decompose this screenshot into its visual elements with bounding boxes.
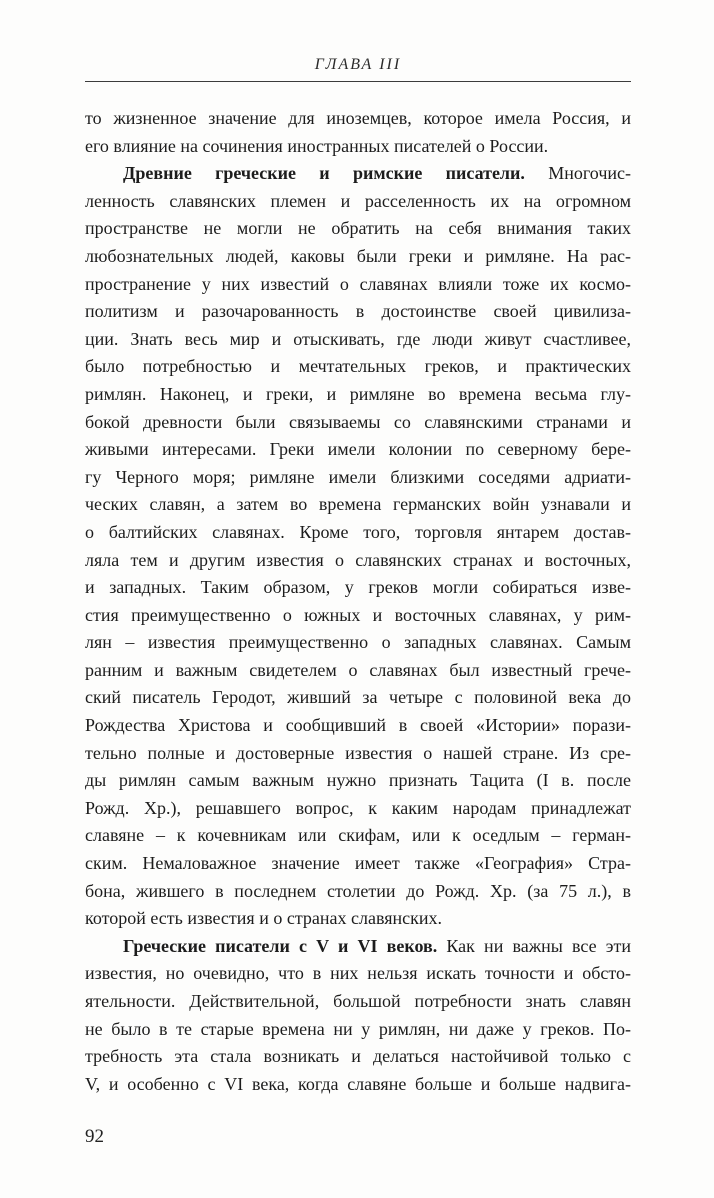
text-line: которой есть известия и о странах славянских.: [85, 908, 443, 929]
text-line: ским. Немаловажное значение имеет также «География» Стра-: [85, 853, 631, 874]
text-line: пространстве не могли не обратить на себя внимания таких: [85, 218, 631, 239]
paragraph-lead: Древние греческие и римские писатели.: [123, 163, 525, 184]
text-line: ляла тем и другим известия о славянских странах и восточных,: [85, 549, 631, 570]
text-line: пространение у них известий о славянах влияли тоже их космо-: [85, 273, 631, 294]
chapter-title: ГЛАВА III: [314, 56, 402, 73]
text-line: о балтийских славянах. Кроме того, торговля янтарем достав-: [85, 521, 631, 542]
text-line: Рождества Христова и сообщивший в своей «Истории» порази-: [85, 715, 631, 736]
text-column: [85, 56, 631, 1098]
text-line: стия преимущественно о южных и восточных славянах, у рим-: [85, 604, 631, 625]
text-line: лян – известия преимущественно о западных славянах. Самым: [85, 632, 631, 653]
text-line: ды римлян самым важным нужно признать Тацита (I в. после: [85, 770, 631, 791]
text-line: ленность славянских племен и расселенность их на огромном: [85, 190, 631, 211]
header-rule: [85, 81, 631, 82]
text-line: ческих славян, а затем во времена германских войн узнавали и: [85, 494, 631, 515]
text-line: гу Черного моря; римляне имели близкими соседями адриати-: [85, 466, 631, 487]
text-line: ранним и важным свидетелем о славянах был известный грече-: [85, 659, 631, 680]
text-line: живыми интересами. Греки имели колонии по северному бере-: [85, 439, 631, 460]
text-line: бокой древности были связываемы со славянскими странами и: [85, 411, 631, 432]
chapter-header: [85, 56, 631, 81]
text-line: ятельности. Действительной, большой потребности знать славян: [85, 991, 631, 1011]
text-line: было потребностью и мечтательных греков, и практических: [85, 356, 631, 377]
text-line: и западных. Таким образом, у греков могли собираться изве-: [85, 577, 631, 598]
text-line: бона, жившего в последнем столетии до Рожд. Хр. (за 75 л.), в: [85, 880, 631, 901]
text-line: Рожд. Хр.), решавшего вопрос, к каким народам принадлежат: [85, 797, 631, 818]
text-line: его влияние на сочинения иностранных писателей о России.: [85, 135, 549, 156]
paragraph-lead: Греческие писатели с V и VI веков.: [123, 935, 438, 956]
text-line: известия, но очевидно, что в них нельзя искать точности и обсто-: [85, 963, 631, 984]
text-line: тельно полные и достоверные известия о нашей стране. Из сре-: [85, 742, 631, 763]
body-text: [85, 105, 631, 1098]
text-line: не было в те старые времена ни у римлян, ни даже у греков. По-: [85, 1018, 631, 1039]
text-line: ции. Знать весь мир и отыскивать, где люди живут счастливее,: [85, 328, 631, 349]
text-line: политизм и разочарованность в достоинстве своей цивилиза-: [85, 301, 631, 322]
text-line: требность эта стала возникать и делаться настойчивой только с: [85, 1046, 631, 1067]
text-line: Греческие писатели с V и VI веков. Как ни важны все эти: [123, 935, 631, 956]
text-line: римлян. Наконец, и греки, и римляне во времена весьма глу-: [85, 383, 631, 404]
text-line: Древние греческие и римские писатели. Многочис-: [123, 163, 631, 184]
text-line: ский писатель Геродот, живший за четыре с половиной века до: [85, 687, 631, 708]
text-line: V, и особенно с VI века, когда славяне больше и больше надвига-: [85, 1073, 631, 1094]
page-number: 92: [85, 1126, 104, 1147]
text-line: то жизненное значение для иноземцев, которое имела Россия, и: [85, 108, 631, 128]
text-line: любознательных людей, каковы были греки и римляне. На рас-: [85, 245, 631, 266]
text-line: славяне – к кочевникам или скифам, или к оседлым – герман-: [85, 825, 631, 846]
